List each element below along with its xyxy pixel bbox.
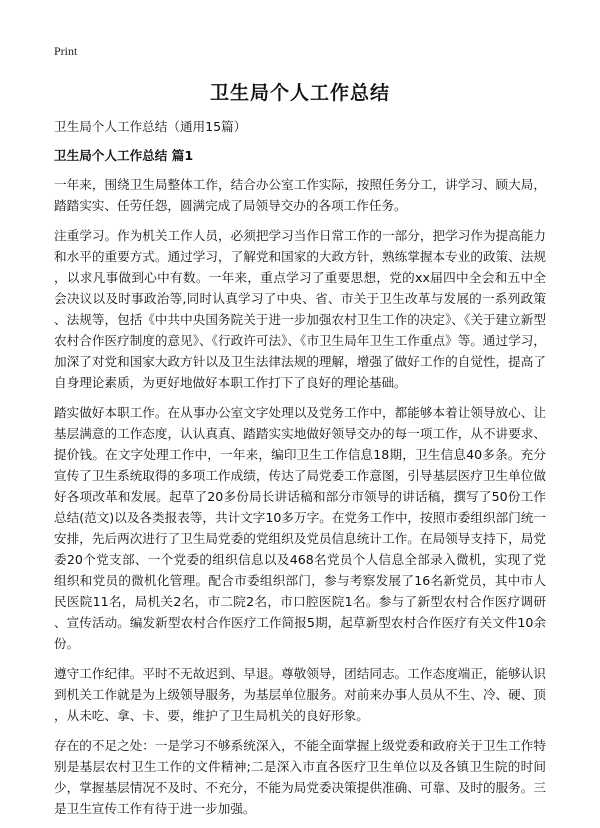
document-body — [54, 116, 546, 828]
paragraph-intro: 一年来，围绕卫生局整体工作，结合办公室工作实际，按照任务分工，讲学习、顾大局，踏踏实实、任劳任怨，圆满完成了局领导交办的各项工作任务。 — [54, 177, 546, 213]
document-title: 卫生局个人工作总结 — [209, 82, 390, 104]
paragraph-shortcomings: 存在的不足之处：一是学习不够系统深入，不能全面掌握上级党委和政府关于卫生工作特别是基层农村卫生工作的文件精神;二是深入市直各医疗卫生单位以及各镇卫生院的时间少，掌握基层情况不及时、不充分，不能为局党委决策提供准确、可靠、及时的服务。三是卫生宣传工作有待于进一步加强。 — [54, 738, 546, 816]
document-subtitle: 卫生局个人工作总结（通用15篇） — [54, 119, 247, 134]
section-heading: 卫生局个人工作总结 篇1 — [54, 148, 194, 163]
paragraph-discipline: 遵守工作纪律。平时不无故迟到、早退。尊敬领导，团结同志。工作态度端正，能够认识到机关工作就是为上级领导服务，为基层单位服务。对前来办事人员从不生、冷、硬、顶，从未吃、拿、卡、要，维护了卫生局机关的良好形象。 — [54, 666, 546, 723]
paragraph-duties: 踏实做好本职工作。在从事办公室文字处理以及党务工作中，都能够本着让领导放心、让基层满意的工作态度，认认真真、踏踏实实地做好领导交办的每一项工作，从不讲要求、提价钱。在文字处理工作中，一年来，编印卫生工作信息18期，卫生信息40多条。充分宣传了卫生系统取得的多项工作成绩，传达了局党委工作意图，引导基层医疗卫生单位做好各项改革和发展。起草了20多份局长讲话稿和部分市领导的讲话稿，撰写了50份工作总结(范文)以及各类报表等，共计文字10多万字。在党务工作中，按照市委组织部门统一安排，先后两次进行了卫生局党委的党组织及党员信息统计工作。在局领导支持下，局党委20个党支部、一个党委的组织信息以及468名党员个人信息全部录入微机，实现了党组织和党员的微机化管理。配合市委组织部门，参与考察发展了16名新党员，其中市人民医院11名，局机关2名，市二院2名，市口腔医院1名。参与了新型农村合作医疗调研、宣传活动。编发新型农村合作医疗工作简报5期，起草新型农村合作医疗有关文件10余份。 — [54, 405, 546, 651]
print-link[interactable]: Print — [54, 44, 78, 58]
paragraph-study: 注重学习。作为机关工作人员，必须把学习当作日常工作的一部分，把学习作为提高能力和水平的重要方式。通过学习，了解党和国家的大政方针，熟练掌握本专业的政策、法规，以求凡事做到心中有数。一年来，重点学习了重要思想，党的xx届四中全会和五中全会决议以及时事政治等,同时认真学习了中央、省、市关于卫生改革与发展的一系列政策、法规等，包括《中共中央国务院关于进一步加强农村卫生工作的决定》、《关于建立新型农村合作医疗制度的意见》、《行政许可法》、《市卫生局年卫生工作重点》等。通过学习，加深了对党和国家大政方针以及卫生法律法规的理解，增强了做好工作的自觉性，提高了自身理论素质，为更好地做好本职工作打下了良好的理论基础。 — [54, 228, 546, 390]
